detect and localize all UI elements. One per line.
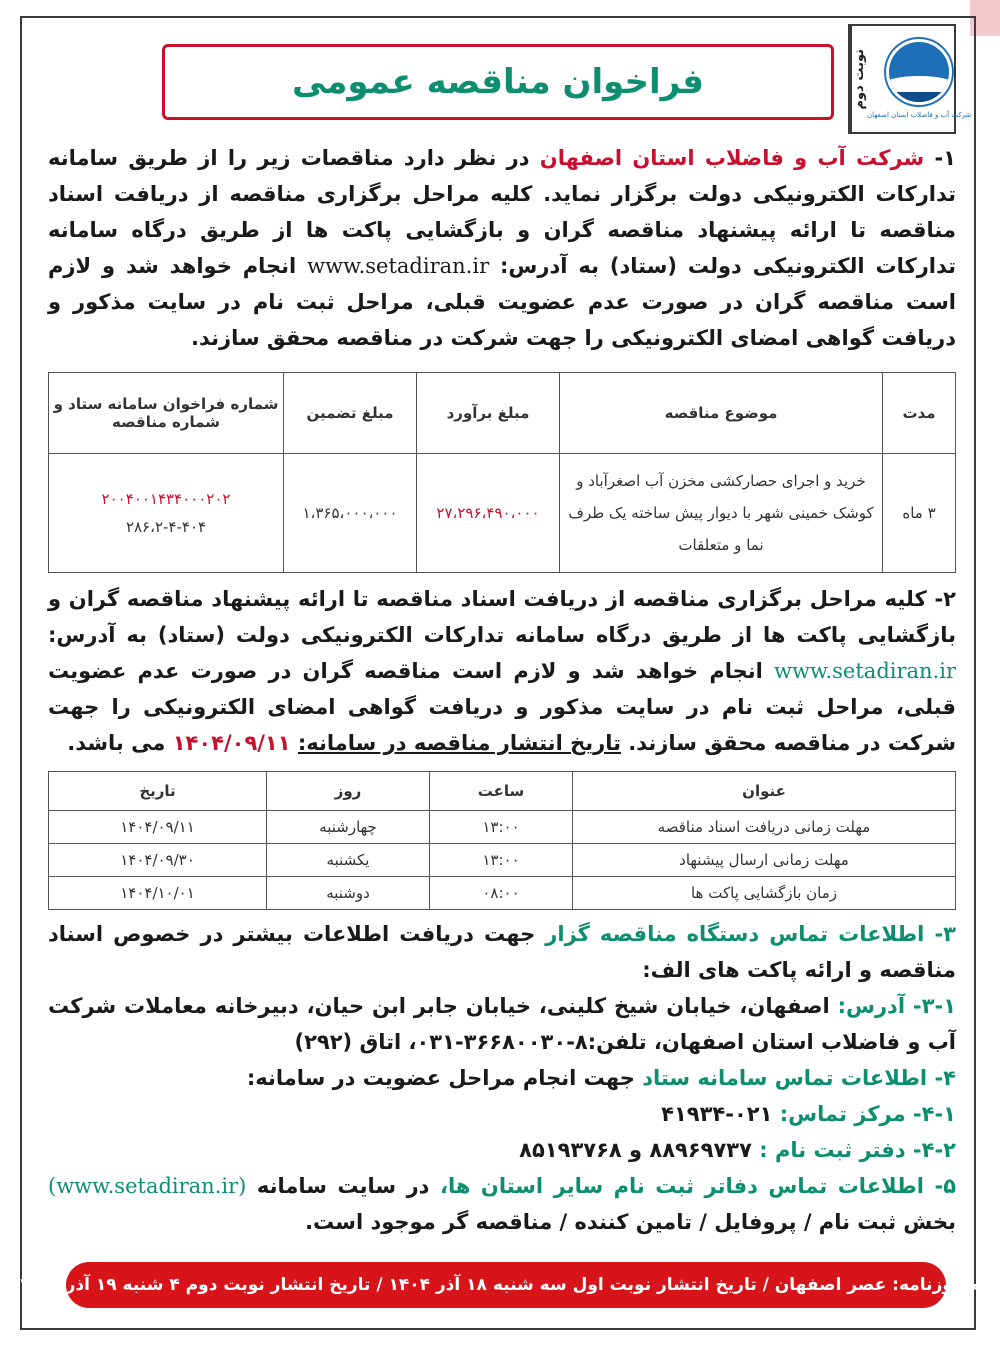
header-estimate: مبلغ برآورد [417,373,560,454]
section-5-heading: ۵- اطلاعات تماس دفاتر ثبت نام سایر استان ها، [439,1174,957,1198]
logo-caption: شرکت آب و فاضلاب استان اصفهان [867,111,972,119]
tender-table [48,372,956,573]
company-name: شرکت آب و فاضلاب استان اصفهان [539,146,925,170]
section-4 [48,1060,956,1096]
row-time: ۰۸:۰۰ [430,877,573,910]
header-time: ساعت [430,772,573,811]
registration-office-phones: ۸۸۹۶۹۷۳۷ و ۸۵۱۹۳۷۶۸ [519,1138,752,1162]
cell-estimate: ۲۷،۲۹۶،۴۹۰،۰۰۰ [417,454,560,573]
section-5-text-2: بخش ثبت نام / پروفایل / تامین کننده / مناقصه گر موجود است. [305,1210,956,1234]
title-box [162,44,834,120]
row-title: مهلت زمانی دریافت اسناد مناقصه [573,811,956,844]
notice-body [48,140,956,1240]
header-title: عنوان [573,772,956,811]
row-time: ۱۳:۰۰ [430,811,573,844]
cell-guarantee: ۱،۳۶۵،۰۰۰،۰۰۰ [284,454,417,573]
section-1-text: در نظر دارد مناقصات زیر را از طریق سامانه تدارکات الکترونیکی دولت برگزار نماید. کلیه مراحل برگزاری مناقصه از دریافت اسناد مناقصه تا ارائه پیشنهاد مناقصه گران و بازگشایی پاکت ها از طریق درگاه سامانه تدارکات الکترونیکی دولت (ستاد) به آدرس: [48,146,957,278]
registration-office-label: ۴-۲- دفتر ثبت نام : [759,1138,956,1162]
section-1-text-2: انجام خواهد شد و لازم است مناقصه گران در صورت عدم عضویت قبلی، مراحل ثبت نام در سایت مذکور و دریافت گواهی امضای الکترونیکی را جهت شرکت در مناقصه محقق سازند. [48,254,956,350]
section-3-heading: ۳- اطلاعات تماس دستگاه مناقصه گزار [545,922,956,946]
publish-date-label: تاریخ انتشار مناقصه در سامانه: [297,731,621,755]
row-day: دوشنبه [267,877,430,910]
header-guarantee: مبلغ تضمین [284,373,417,454]
section-2-text-2: انجام خواهد شد و لازم است مناقصه گران در صورت عدم عضویت قبلی، مراحل ثبت نام در سایت مذکور و دریافت گواهی امضای الکترونیکی را جهت شرکت در مناقصه محقق سازند. [48,659,956,755]
section-3-1 [48,988,956,1060]
header-duration: مدت [883,373,956,454]
section-4-1 [48,1096,956,1132]
schedule-table-header [49,772,956,811]
address: اصفهان، خیابان شیخ کلینی، خیابان جابر ابن حیان، دبیرخانه معاملات شرکت آب و فاضلاب استان اصفهان، تلفن:۸-۳۶۶۸۰۰۳۰-۰۳۱، اتاق (۲۹۲) [48,994,956,1054]
section-4-heading: ۴- اطلاعات تماس سامانه ستاد [642,1066,956,1090]
row-title: زمان بازگشایی پاکت ها [573,877,956,910]
round-label: نوبت دوم [852,48,867,110]
logo-column [867,26,971,132]
header-day: روز [267,772,430,811]
cell-duration: ۳ ماه [883,454,956,573]
table-row [49,811,956,844]
row-day: چهارشنبه [267,811,430,844]
section-3-text: جهت دریافت اطلاعات بیشتر در خصوص اسناد مناقصه و ارائه پاکت های الف: [48,922,956,982]
round-label-box [850,26,867,132]
cell-topic: خرید و اجرای حصارکشی مخزن آب اصغرآباد و کوشک خمینی شهر با دیوار پیش ساخته یک طرف نما و متعلقات [560,454,883,573]
water-company-logo-icon [886,39,952,105]
section-4-text: جهت انجام مراحل عضویت در سامانه: [246,1066,635,1090]
table-row [49,454,956,573]
section-2-text: ۲- کلیه مراحل برگزاری مناقصه از دریافت اسناد مناقصه تا ارائه پیشنهاد مناقصه گران و بازگشایی پاکت ها از طریق درگاه سامانه تدارکات الکترونیکی دولت (ستاد) به آدرس: [48,587,956,647]
setad-link-3[interactable]: (www.setadiran.ir) [48,1174,247,1198]
section-4-2 [48,1132,956,1168]
header [162,24,972,134]
page-title: فراخوان مناقصه عمومی [291,62,705,102]
section-5-text: در سایت سامانه [256,1174,430,1198]
schedule-table [48,771,956,910]
row-date: ۱۴۰۴/۰۹/۳۰ [49,844,267,877]
row-date: ۱۴۰۴/۱۰/۰۱ [49,877,267,910]
publish-date: ۱۴۰۴/۰۹/۱۱ [172,731,291,755]
tender-number: ۲۸۶،۲-۴-۴۰۴ [125,518,207,536]
publication-footer [18,1262,994,1308]
header-setad-number: شماره فراخوان سامانه ستاد و شماره مناقصه [49,373,284,454]
table-row [49,877,956,910]
header-topic: موضوع مناقصه [560,373,883,454]
row-date: ۱۴۰۴/۰۹/۱۱ [49,811,267,844]
section-2 [48,581,956,761]
call-center-label: ۴-۱- مرکز تماس: [779,1102,956,1126]
header-date: تاریخ [49,772,267,811]
call-center-phone: ۰۲۱-۴۱۹۳۴ [661,1102,773,1126]
section-3 [48,916,956,988]
footer-text: نام روزنامه: عصر اصفهان / تاریخ انتشار نوبت اول سه شنبه ۱۸ آذر ۱۴۰۴ / تاریخ انتشار نوبت دوم ۴ شنبه ۱۹ آذر ۱۴۰۴ [18,1275,994,1295]
setad-link-2[interactable]: www.setadiran.ir [774,659,956,683]
row-time: ۱۳:۰۰ [430,844,573,877]
logo-box [848,24,972,134]
row-title: مهلت زمانی ارسال پیشنهاد [573,844,956,877]
row-day: یکشنبه [267,844,430,877]
publish-date-suffix: می باشد. [67,731,166,755]
section-1 [48,140,956,356]
section-1-number: ۱- [934,146,956,170]
tender-table-header [49,373,956,454]
setad-number: ۲۰۰۴۰۰۱۴۳۴۰۰۰۲۰۲ [101,490,231,508]
section-5 [48,1168,956,1240]
table-row [49,844,956,877]
cell-numbers [49,454,284,573]
address-label: ۳-۱- آدرس: [837,994,957,1018]
setad-link[interactable]: www.setadiran.ir [307,254,490,278]
